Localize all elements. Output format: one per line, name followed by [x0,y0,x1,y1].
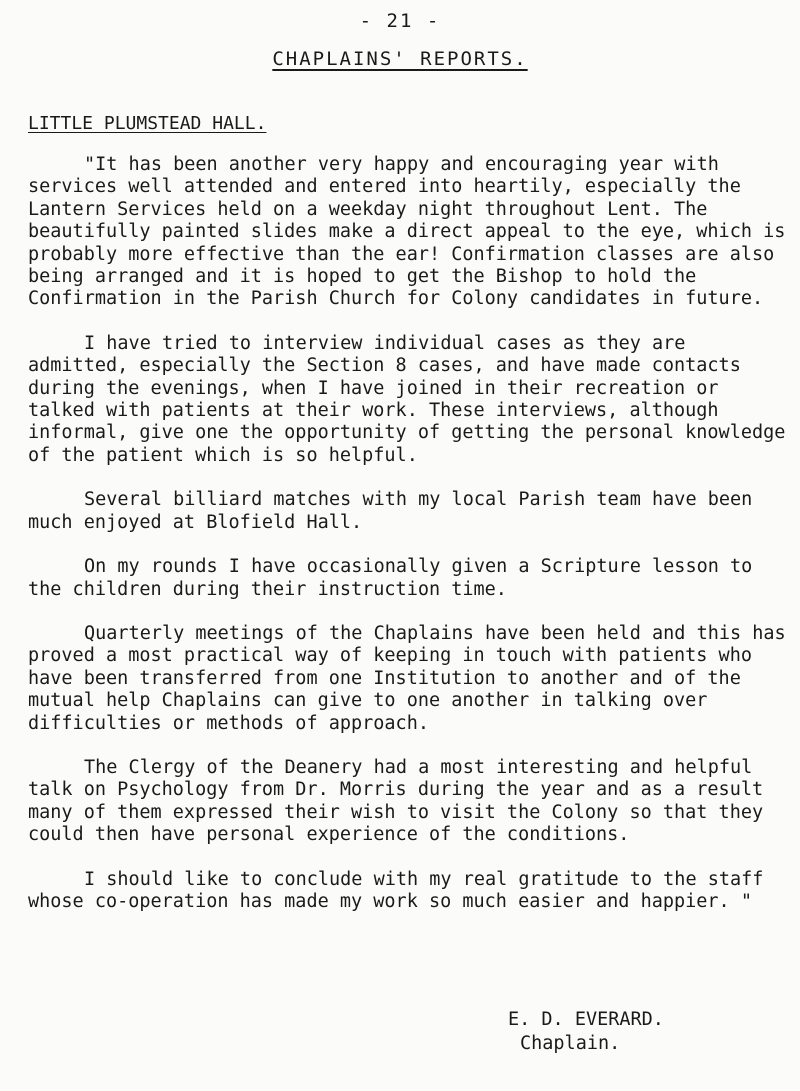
paragraph: I have tried to interview individual cases as they are admitted, especially the Section 8 cases, and have made contacts during the evenings, when I have joined in their recreation or talked with patients at their work. These interviews, although informal, give one the opportunity of getting the personal knowledge of the patient which is so helpful. [28,332,786,466]
page-heading [0,48,800,70]
heading-text: CHAPLAINS' REPORTS. [272,48,528,70]
paragraph: On my rounds I have occasionally given a Scripture lesson to the children during their instruction time. [28,556,753,600]
paragraph: "It has been another very happy and encouraging year with services well attended and entered into heartily, especially the Lantern Services held on a weekday night throughout Lent. The beautifully painted slides make a direct appeal to the eye, which is probably more effective than the ear! Confirmation classes are also being arranged and it is hoped to get the Bishop to hold the Confirmation in the Parish Church for Colony candidates in future. [28,154,786,310]
paragraph: The Clergy of the Deanery had a most interesting and helpful talk on Psychology from Dr. Morris during the year and as a result many of them expressed their wish to visit the Colony so that they could then have personal experience of the conditions. [28,756,764,846]
signature-name: E. D. EVERARD. [508,1009,664,1030]
report-body [28,154,788,935]
paragraph: I should like to conclude with my real gratitude to the staff whose co-operation has made my work so much easier and happier. " [28,868,764,912]
signature-role: Chaplain. [520,1033,621,1054]
section-title: LITTLE PLUMSTEAD HALL. [28,113,267,134]
paragraph: Quarterly meetings of the Chaplains have been held and this has proved a most practical way of keeping in touch with patients who have been transferred from one Institution to another and of the mutual help Chaplains can give to one another in talking over difficulties or methods of approach. [28,622,786,734]
page-number: - 21 - [359,10,441,32]
signature-block [508,1008,664,1056]
paragraph: Several billiard matches with my local Parish team have been much enjoyed at Blofield Hall. [28,489,753,533]
